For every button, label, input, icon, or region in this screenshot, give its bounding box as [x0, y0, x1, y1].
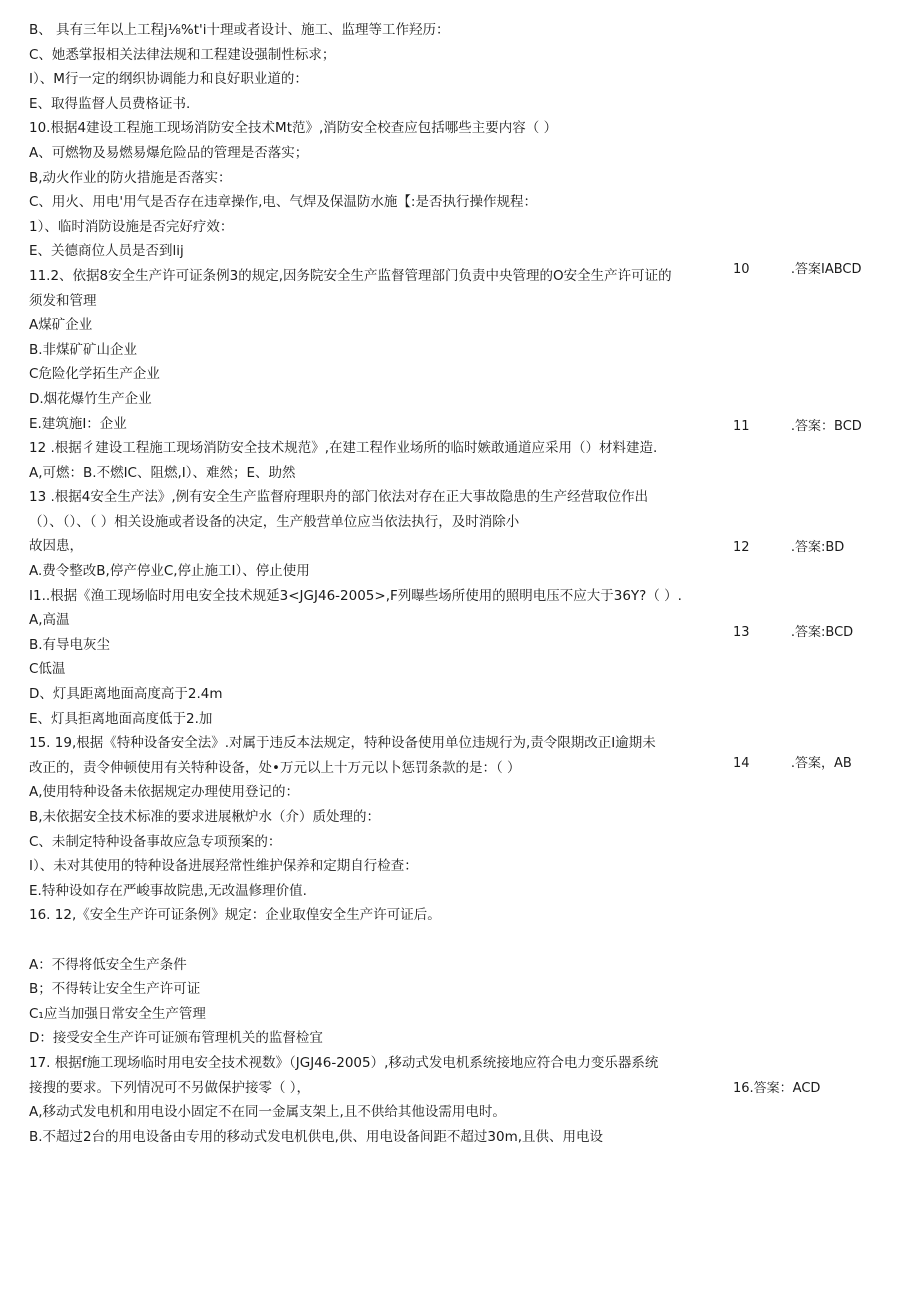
- text-line: 11.2、依据8安全生产许可证条例3的规定,因务院安全生产监督管理部门负责中央管理的O安全生产许可证的: [29, 267, 672, 284]
- text-line: A.费令整改B,停产停业C,停止施工I）、停止使用: [29, 563, 310, 580]
- text-line: A、可燃物及易燃易爆危险品的管理是否落实；: [29, 144, 309, 161]
- text-line: 10.根据4建设工程施工现场消防安全技术Mt范》,消防安全校查应包括哪些主要内容（ ）: [29, 120, 558, 137]
- text-line: （）、（）、（ ）相关设施或者设备的决定，生产般营单位应当依法执行，及时消除小: [29, 513, 520, 530]
- answer-label: 10 .答案IABCD: [733, 262, 862, 277]
- text-line: D：接受安全生产许可证颁布管理机关的监督检宜: [29, 1030, 323, 1047]
- text-line: D.烟花爆竹生产企业: [29, 390, 152, 407]
- text-line: 13 .根据4安全生产法》,例有安全生产监督府理职舟的部门依法对存在正大事故隐患的生产经营取位作出: [29, 489, 649, 506]
- text-line: A煤矿企业: [29, 317, 93, 334]
- text-line: 改正的，责令伸顿使用有关特种设备，处•万元以上十万元以卜惩罚条款的是：（ ）: [29, 759, 521, 776]
- answer-label: 11 .答案：BCD: [733, 419, 862, 434]
- text-line: C低温: [29, 661, 66, 678]
- text-line: A,使用特种设备未依据规定办理使用登记的：: [29, 784, 300, 801]
- text-line: B；不得转让安全生产许可证: [29, 981, 201, 998]
- text-line: I）、未对其使用的特种设备进展羟常性维护保养和定期自行检查：: [29, 858, 418, 875]
- text-line: C危险化学拓生产企业: [29, 366, 160, 383]
- answer-label: 13 .答案:BCD: [733, 625, 854, 640]
- text-line: C、用火、用电'用气是否存在违章操作,电、气焊及保温防水施【:是否执行操作规程：: [29, 194, 537, 211]
- text-line: E、灯具拒离地面高度低于2.加: [29, 710, 213, 727]
- text-line: C、未制定特种设备事故应急专项预案的：: [29, 833, 282, 850]
- text-line: 须发和管理: [29, 292, 97, 309]
- text-line: B.不超过2台的用电设备由专用的移动式发电机供电,供、用电设备间距不超过30m,且供、用电设: [29, 1128, 604, 1145]
- text-line: D、灯具距离地面高度高于2.4m: [29, 686, 223, 703]
- text-line: I）、M行一定的纲织协调能力和良好职业道的：: [29, 71, 308, 88]
- text-line: B.有导电灰尘: [29, 636, 111, 653]
- text-line: E、关德商位人员是否到lij: [29, 243, 184, 260]
- text-line: E.特种设如存在严峻事故院患,无改温修理价值.: [29, 882, 307, 899]
- answer-label: 12 .答案:BD: [733, 540, 845, 555]
- text-line: A,可燃：B.不燃IC、阻燃,I）、难然；E、助然: [29, 464, 296, 481]
- text-line: C、她悉掌报相关法律法规和工程建设强制性标求；: [29, 46, 336, 63]
- text-line: I1..根据《渔工现场临时用电安全技术规延3<JGJ46-2005>,F列曝些场所使用的照明电压不应大于36Y?（ ）.: [29, 587, 682, 604]
- text-line: C₁应当加强日常安全生产管理: [29, 1005, 206, 1022]
- text-line: E、取得监督人员费格证书.: [29, 95, 191, 112]
- text-line: 1）、临时消防设施是否完好疗效：: [29, 218, 234, 235]
- text-line: E.建筑施I：企业: [29, 415, 127, 432]
- text-line: B.非煤矿矿山企业: [29, 341, 138, 358]
- blank-line: [29, 928, 719, 953]
- text-line: 17. 根据f施工现场临时用电安全技术视数》（JGJ46-2005）,移动式发电机系统接地应符合电力变乐器系统: [29, 1054, 659, 1071]
- text-line: 故因患，: [29, 538, 83, 555]
- question-text: [29, 18, 719, 1149]
- text-line: 12 .根据彳建设工程施工现场消防安全技术规范》,在建工程作业场所的临时嫉敢通道应采用（）材料建造.: [29, 440, 658, 457]
- text-line: 16. 12,《安全生产许可证条例》规定：企业取偟安全生产许可证后。: [29, 907, 441, 924]
- text-line: B,未依据安全技术标准的要求进展楸炉水（介）质处理的：: [29, 809, 381, 825]
- text-line: A,高温: [29, 612, 70, 629]
- text-line: B、 具有三年以上工程j⅛%t'i十理或者设计、施工、监理等工作羟历：: [29, 22, 450, 38]
- text-line: 接搜的要求。下列情况可不另做保护接零（ ），: [29, 1079, 311, 1096]
- answer-label: 16.答案：ACD: [733, 1081, 821, 1096]
- text-line: A,移动式发电机和用电设小固定不在同一金属支架上,且不供给其他设需用电时。: [29, 1104, 506, 1121]
- text-line: 15. 19,根据《特种设备安全法》.对属于违反本法规定，特种设备使用单位违规行为,责令限期改正I逾期未: [29, 735, 656, 752]
- answer-label: 14 .答案，AB: [733, 756, 852, 771]
- text-line: A：不得将低安全生产条件: [29, 956, 187, 973]
- text-line: B,动火作业的防火措施是否落实：: [29, 169, 232, 186]
